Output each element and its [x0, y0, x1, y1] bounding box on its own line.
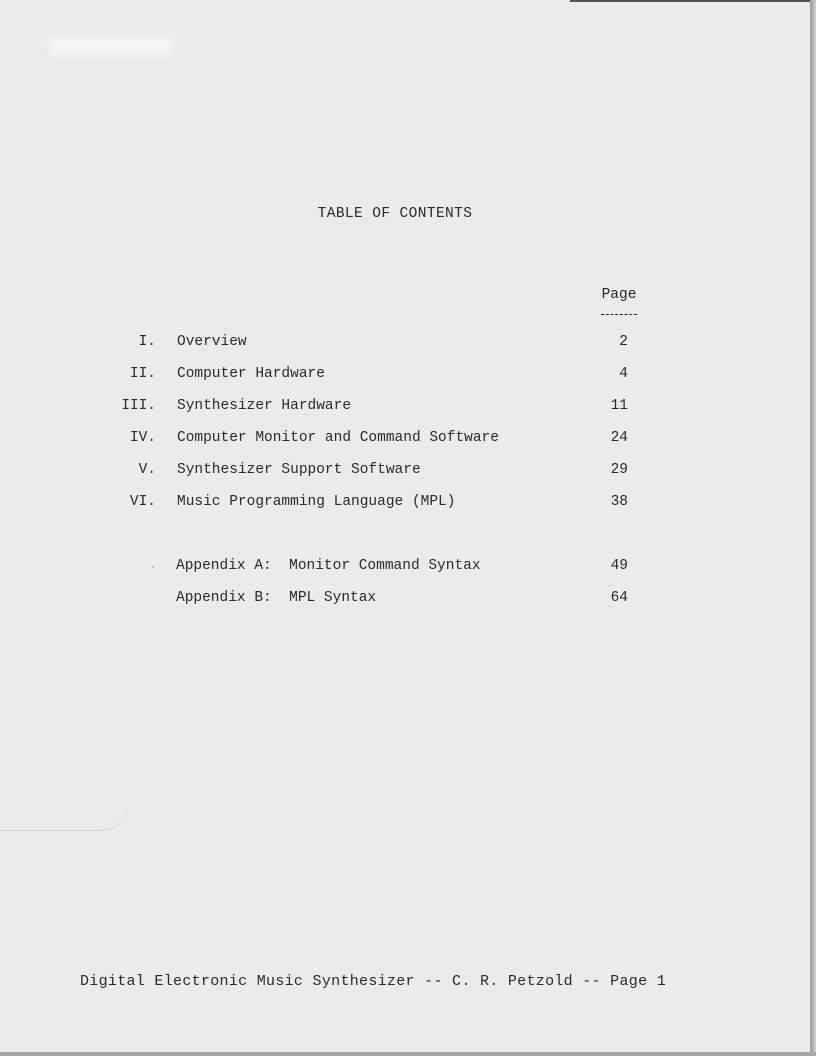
- toc-entry-page: 4: [619, 366, 628, 382]
- toc-entry-page: 38: [610, 494, 628, 510]
- page-column-header: Page: [601, 287, 637, 303]
- toc-entry-number: IV.: [129, 430, 156, 446]
- toc-entry-page: 24: [610, 430, 628, 446]
- toc-entry-number: I.: [138, 334, 156, 350]
- toc-entry-page: 2: [619, 334, 628, 350]
- toc-entry-title: Overview: [177, 334, 247, 350]
- toc-appendix-title: Appendix B: MPL Syntax: [176, 590, 377, 606]
- toc-appendix-page: 49: [610, 558, 628, 574]
- page-column-underline: [601, 314, 637, 315]
- paper-smudge: [48, 38, 173, 56]
- toc-entry: [0, 366, 810, 386]
- toc-entry-page: 29: [610, 462, 628, 478]
- page-footer: Digital Electronic Music Synthesizer -- C. R. Petzold -- Page 1: [80, 973, 666, 990]
- toc-entry: [0, 398, 810, 418]
- toc-entry-number: III.: [121, 398, 156, 414]
- toc-entry: [0, 494, 810, 514]
- toc-appendix: [0, 558, 810, 578]
- toc-entry: [0, 462, 810, 482]
- toc-appendix-page: 64: [610, 590, 628, 606]
- toc-entry-title: Music Programming Language (MPL): [177, 494, 456, 510]
- scan-edge-bottom: [0, 1052, 816, 1056]
- toc-entry-number: II.: [129, 366, 156, 382]
- document-title: TABLE OF CONTENTS: [317, 206, 473, 222]
- toc-entry-number: VI.: [129, 494, 156, 510]
- scan-edge-right: [810, 0, 816, 1056]
- toc-appendix-title: Appendix A: Monitor Command Syntax: [176, 558, 481, 574]
- toc-entry-title: Computer Monitor and Command Software: [177, 430, 499, 446]
- toc-entry-number: V.: [138, 462, 156, 478]
- toc-entry: [0, 430, 810, 450]
- toc-appendix: [0, 590, 810, 610]
- page-top-edge-line: [570, 0, 810, 2]
- toc-entry-title: Synthesizer Support Software: [177, 462, 421, 478]
- toc-entry-title: Computer Hardware: [177, 366, 325, 382]
- toc-entry-title: Synthesizer Hardware: [177, 398, 352, 414]
- toc-entry: [0, 334, 810, 354]
- toc-entry-page: 11: [610, 398, 628, 414]
- paper-scuff: [0, 800, 130, 831]
